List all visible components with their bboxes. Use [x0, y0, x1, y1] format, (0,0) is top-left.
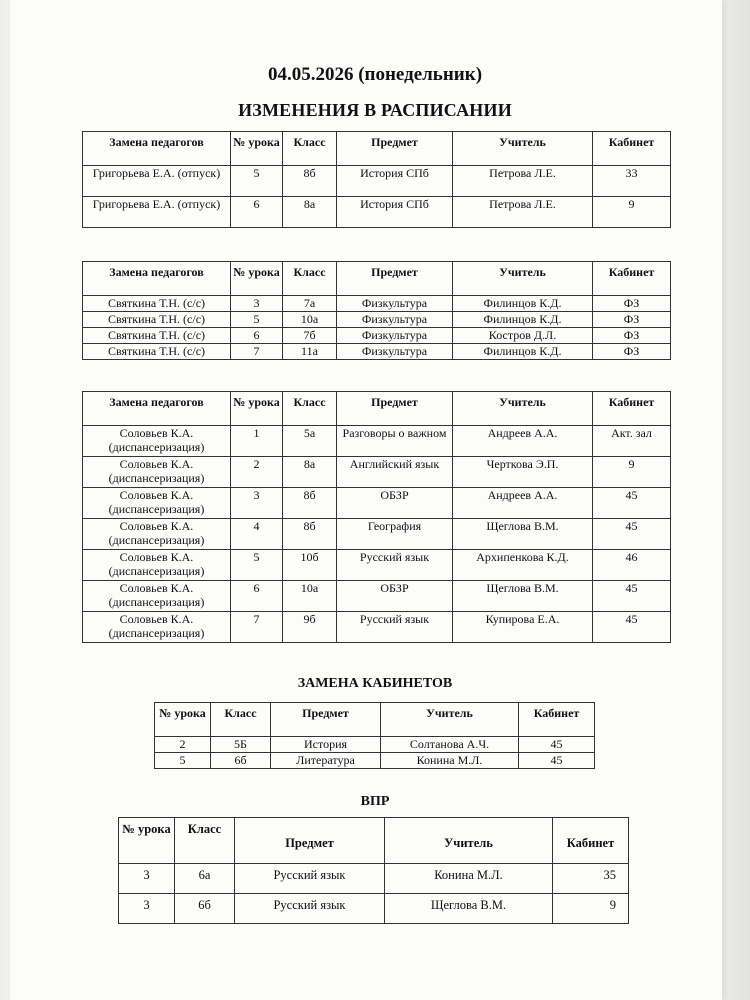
col-header-subject: Предмет	[235, 818, 385, 864]
cell-replaced-teacher: Соловьев К.А. (диспансеризация)	[83, 457, 231, 488]
table-row	[83, 550, 671, 581]
cell-subject: ОБЗР	[337, 488, 453, 519]
cell-subject: История СПб	[337, 197, 453, 228]
table-row	[83, 197, 671, 228]
cell-lesson-number: 5	[155, 753, 211, 769]
cell-room: 33	[593, 166, 671, 197]
page-title: ИЗМЕНЕНИЯ В РАСПИСАНИИ	[238, 100, 512, 120]
col-header-room: Кабинет	[593, 392, 671, 426]
table-row	[119, 894, 629, 924]
col-header-room: Кабинет	[593, 262, 671, 296]
table-row	[83, 328, 671, 344]
table-row	[83, 312, 671, 328]
cell-class: 5а	[283, 426, 337, 457]
col-header-room: Кабинет	[593, 132, 671, 166]
cell-class: 8б	[283, 519, 337, 550]
cell-lesson-number: 5	[231, 166, 283, 197]
table-row	[83, 581, 671, 612]
table-header-row	[119, 818, 629, 864]
col-header-lesson-number: № урока	[231, 392, 283, 426]
cell-replaced-teacher: Соловьев К.А. (диспансеризация)	[83, 519, 231, 550]
cell-class: 10а	[283, 581, 337, 612]
col-header-room: Кабинет	[553, 818, 629, 864]
cell-room: 9	[593, 457, 671, 488]
table-header-row	[155, 703, 595, 737]
cell-subject: Русский язык	[337, 550, 453, 581]
cell-replaced-teacher: Святкина Т.Н. (с/с)	[83, 312, 231, 328]
cell-lesson-number: 5	[231, 550, 283, 581]
cell-room: 45	[593, 488, 671, 519]
cell-teacher: Щеглова В.М.	[453, 519, 593, 550]
cell-subject: Физкультура	[337, 344, 453, 360]
cell-subject: География	[337, 519, 453, 550]
col-header-subject: Предмет	[337, 262, 453, 296]
cell-replaced-teacher: Святкина Т.Н. (с/с)	[83, 296, 231, 312]
col-header-class: Класс	[283, 132, 337, 166]
vpr-title: ВПР	[360, 794, 390, 809]
cell-replaced-teacher: Григорьева Е.А. (отпуск)	[83, 197, 231, 228]
substitution-table-3	[82, 391, 671, 643]
col-header-teacher: Учитель	[385, 818, 553, 864]
table-header-row	[83, 392, 671, 426]
cell-subject: Русский язык	[235, 894, 385, 924]
table-row	[83, 457, 671, 488]
room-changes-title: ЗАМЕНА КАБИНЕТОВ	[297, 676, 453, 691]
cell-lesson-number: 2	[155, 737, 211, 753]
col-header-room: Кабинет	[519, 703, 595, 737]
cell-teacher: Костров Д.Л.	[453, 328, 593, 344]
cell-room: 46	[593, 550, 671, 581]
col-header-teacher: Учитель	[453, 262, 593, 296]
col-header-class: Класс	[283, 262, 337, 296]
cell-replaced-teacher: Григорьева Е.А. (отпуск)	[83, 166, 231, 197]
cell-teacher: Купирова Е.А.	[453, 612, 593, 643]
cell-subject: Русский язык	[235, 864, 385, 894]
col-header-subject: Предмет	[271, 703, 381, 737]
cell-class: 10б	[283, 550, 337, 581]
table-row	[83, 612, 671, 643]
cell-room: ФЗ	[593, 296, 671, 312]
substitution-table-2	[82, 261, 671, 360]
col-header-lesson-number: № урока	[231, 132, 283, 166]
cell-class: 6а	[175, 864, 235, 894]
table-row	[83, 488, 671, 519]
table-row	[83, 166, 671, 197]
cell-teacher: Филинцов К.Д.	[453, 296, 593, 312]
cell-subject: Английский язык	[337, 457, 453, 488]
col-header-teacher-replace: Замена педагогов	[83, 262, 231, 296]
cell-class: 6б	[175, 894, 235, 924]
cell-teacher: Филинцов К.Д.	[453, 344, 593, 360]
cell-class: 7б	[283, 328, 337, 344]
cell-teacher: Архипенкова К.Д.	[453, 550, 593, 581]
cell-teacher: Щеглова В.М.	[385, 894, 553, 924]
table-row	[119, 864, 629, 894]
cell-room: 45	[519, 737, 595, 753]
cell-lesson-number: 3	[119, 894, 175, 924]
cell-class: 9б	[283, 612, 337, 643]
cell-teacher: Филинцов К.Д.	[453, 312, 593, 328]
cell-room: 45	[593, 612, 671, 643]
cell-subject: Русский язык	[337, 612, 453, 643]
cell-subject: История СПб	[337, 166, 453, 197]
table-row	[155, 737, 595, 753]
cell-replaced-teacher: Соловьев К.А. (диспансеризация)	[83, 426, 231, 457]
cell-teacher: Черткова Э.П.	[453, 457, 593, 488]
cell-lesson-number: 2	[231, 457, 283, 488]
cell-teacher: Щеглова В.М.	[453, 581, 593, 612]
cell-class: 8а	[283, 197, 337, 228]
col-header-class: Класс	[211, 703, 271, 737]
cell-lesson-number: 3	[231, 296, 283, 312]
room-changes-table	[154, 702, 595, 769]
cell-teacher: Конина М.Л.	[381, 753, 519, 769]
cell-subject: Физкультура	[337, 312, 453, 328]
cell-room: 35	[553, 864, 629, 894]
cell-room: Акт. зал	[593, 426, 671, 457]
cell-lesson-number: 7	[231, 344, 283, 360]
cell-replaced-teacher: Святкина Т.Н. (с/с)	[83, 328, 231, 344]
table-header-row	[83, 262, 671, 296]
table-header-row	[83, 132, 671, 166]
cell-replaced-teacher: Соловьев К.А. (диспансеризация)	[83, 612, 231, 643]
cell-room: ФЗ	[593, 328, 671, 344]
table-row	[83, 296, 671, 312]
cell-subject: Разговоры о важном	[337, 426, 453, 457]
cell-teacher: Конина М.Л.	[385, 864, 553, 894]
cell-teacher: Солтанова А.Ч.	[381, 737, 519, 753]
cell-class: 10а	[283, 312, 337, 328]
cell-subject: Физкультура	[337, 296, 453, 312]
cell-lesson-number: 6	[231, 328, 283, 344]
cell-teacher: Андреев А.А.	[453, 488, 593, 519]
cell-lesson-number: 7	[231, 612, 283, 643]
table-row	[83, 344, 671, 360]
table-row	[155, 753, 595, 769]
cell-room: 45	[519, 753, 595, 769]
table-row	[83, 426, 671, 457]
cell-replaced-teacher: Святкина Т.Н. (с/с)	[83, 344, 231, 360]
cell-room: 45	[593, 581, 671, 612]
cell-room: 9	[553, 894, 629, 924]
cell-teacher: Петрова Л.Е.	[453, 166, 593, 197]
cell-room: 45	[593, 519, 671, 550]
cell-class: 6б	[211, 753, 271, 769]
col-header-teacher: Учитель	[453, 132, 593, 166]
col-header-lesson-number: № урока	[155, 703, 211, 737]
cell-subject: Физкультура	[337, 328, 453, 344]
cell-class: 7а	[283, 296, 337, 312]
cell-lesson-number: 1	[231, 426, 283, 457]
substitution-table-1	[82, 131, 671, 228]
cell-lesson-number: 6	[231, 197, 283, 228]
cell-lesson-number: 4	[231, 519, 283, 550]
cell-class: 11а	[283, 344, 337, 360]
cell-replaced-teacher: Соловьев К.А. (диспансеризация)	[83, 550, 231, 581]
cell-lesson-number: 5	[231, 312, 283, 328]
cell-subject: ОБЗР	[337, 581, 453, 612]
cell-lesson-number: 3	[231, 488, 283, 519]
cell-subject: Литература	[271, 753, 381, 769]
col-header-teacher: Учитель	[453, 392, 593, 426]
cell-room: ФЗ	[593, 344, 671, 360]
cell-room: ФЗ	[593, 312, 671, 328]
cell-class: 8б	[283, 166, 337, 197]
cell-class: 5Б	[211, 737, 271, 753]
cell-replaced-teacher: Соловьев К.А. (диспансеризация)	[83, 488, 231, 519]
cell-room: 9	[593, 197, 671, 228]
col-header-lesson-number: № урока	[231, 262, 283, 296]
col-header-teacher-replace: Замена педагогов	[83, 392, 231, 426]
cell-lesson-number: 3	[119, 864, 175, 894]
col-header-teacher: Учитель	[381, 703, 519, 737]
table-row	[83, 519, 671, 550]
cell-teacher: Петрова Л.Е.	[453, 197, 593, 228]
cell-replaced-teacher: Соловьев К.А. (диспансеризация)	[83, 581, 231, 612]
col-header-class: Класс	[283, 392, 337, 426]
col-header-class: Класс	[175, 818, 235, 864]
cell-class: 8б	[283, 488, 337, 519]
col-header-subject: Предмет	[337, 392, 453, 426]
cell-class: 8а	[283, 457, 337, 488]
cell-teacher: Андреев А.А.	[453, 426, 593, 457]
col-header-lesson-number: № урока	[119, 818, 175, 864]
col-header-subject: Предмет	[337, 132, 453, 166]
cell-lesson-number: 6	[231, 581, 283, 612]
col-header-teacher-replace: Замена педагогов	[83, 132, 231, 166]
vpr-table	[118, 817, 629, 924]
date-title: 04.05.2026 (понедельник)	[267, 64, 483, 85]
cell-subject: История	[271, 737, 381, 753]
